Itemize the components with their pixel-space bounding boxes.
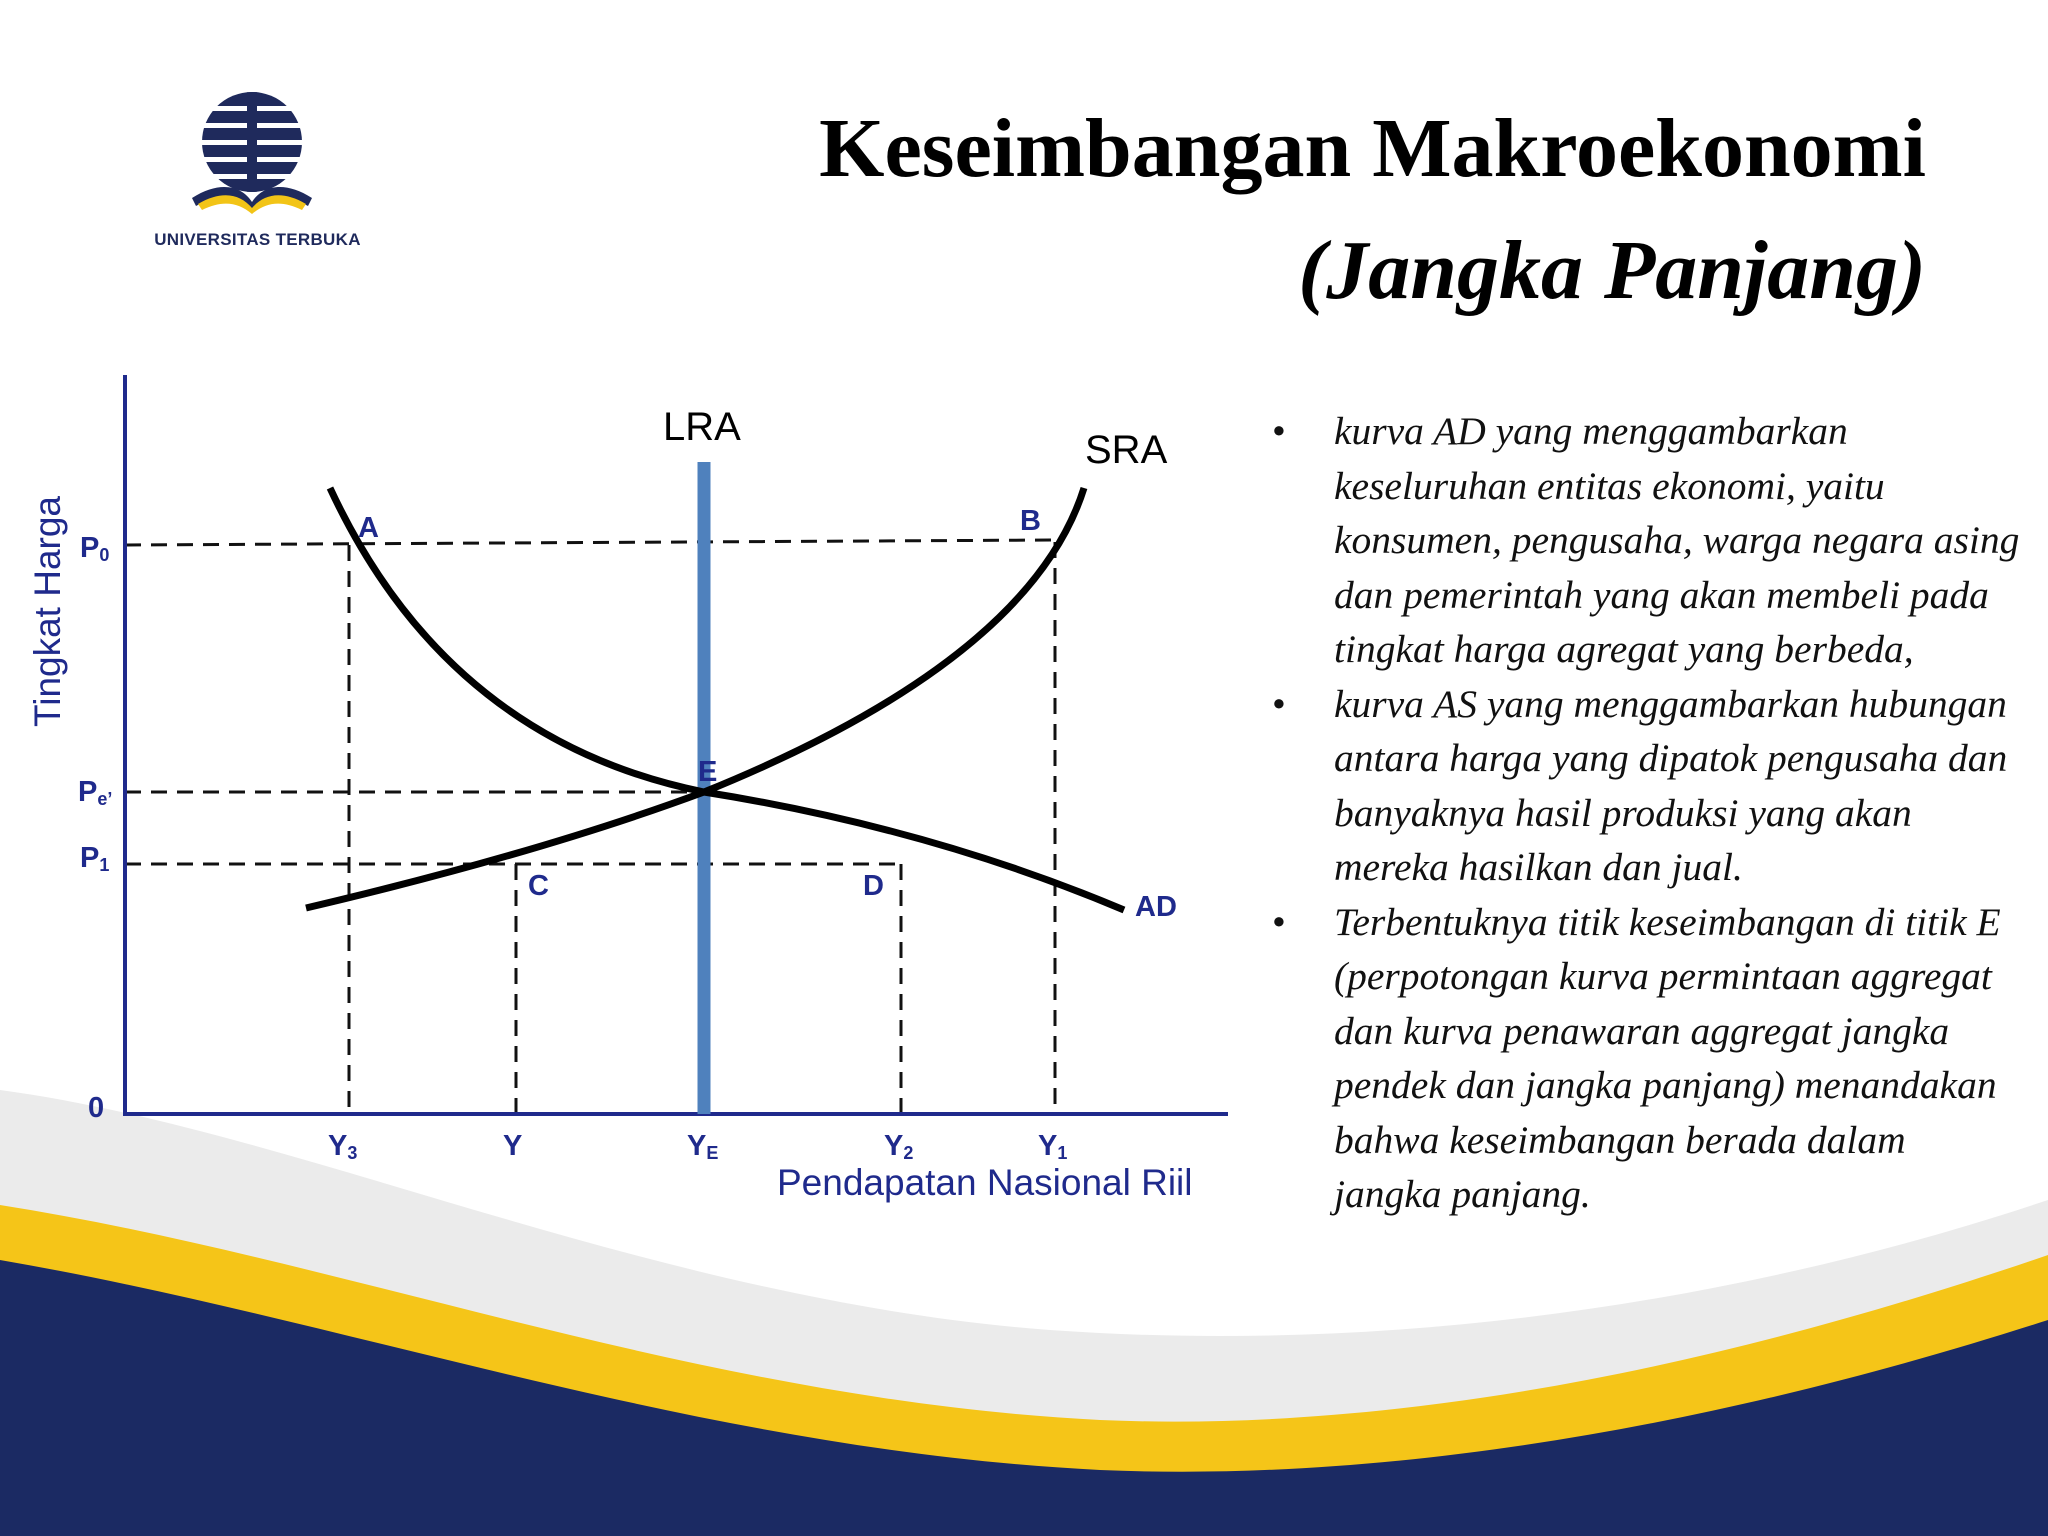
bullet-text: kurva AD yang menggambarkan keseluruhan entitas ekonomi, yaitu konsumen, pengusaha, warga negara asing dan pemerintah yang akan membeli pada tingkat harga agregat yang berbeda, [1334,409,2020,671]
bullet-text: Terbentuknya titik keseimbangan di titik E (perpotongan kurva permintaan aggregat dan kurva penawaran aggregat jangka pendek dan jangka panjang) menandakan bahwa keseimbangan berada dalam jangka panjang. [1334,899,2001,1216]
sra-label: SRA [1085,428,1168,472]
income-y-label: Y [503,1130,523,1162]
sra-curve [306,488,1084,908]
income-y3-label: Y3 [328,1130,358,1163]
price-p0-label: P0 [80,532,110,565]
point-e-label: E [698,756,718,788]
y-axis-title: Tingkat Harga [27,495,68,727]
point-a-label: A [358,512,379,544]
price-p1-label: P1 [80,842,110,875]
income-y2-label: Y2 [884,1130,914,1163]
income-ye-label: YE [687,1130,719,1163]
bullet-item [1260,677,2020,895]
origin-label: 0 [88,1092,105,1124]
bullet-item [1260,404,2020,677]
ad-label: AD [1135,891,1177,923]
ad-curve [330,488,1124,910]
logo-text: UNIVERSITAS TERBUKA [154,230,361,249]
point-d-label: D [863,870,884,902]
bullet-dot-icon: • [1272,409,1286,453]
ad-as-diagram [0,360,1300,1240]
bullet-dot-icon: • [1272,899,1286,944]
bullet-dot-icon: • [1272,681,1286,726]
price-pe-label: Pe’ [78,776,113,809]
bullet-item [1260,895,2020,1222]
slide-title: Keseimbangan Makroekonomi [819,102,1926,195]
dash-p0 [125,540,1055,545]
point-b-label: B [1020,505,1041,537]
lra-label: LRA [663,405,741,449]
point-c-label: C [528,870,549,902]
income-y1-label: Y1 [1038,1130,1068,1163]
x-axis-title: Pendapatan Nasional Riil [777,1162,1193,1203]
slide-subtitle: (Jangka Panjang) [1298,224,1926,317]
logo-emblem-icon [190,80,380,230]
bullet-text: kurva AS yang menggambarkan hubungan antara harga yang dipatok pengusaha dan banyaknya hasil produksi yang akan mereka hasilkan dan jual. [1334,681,2008,889]
bullet-list [1260,404,2020,1222]
